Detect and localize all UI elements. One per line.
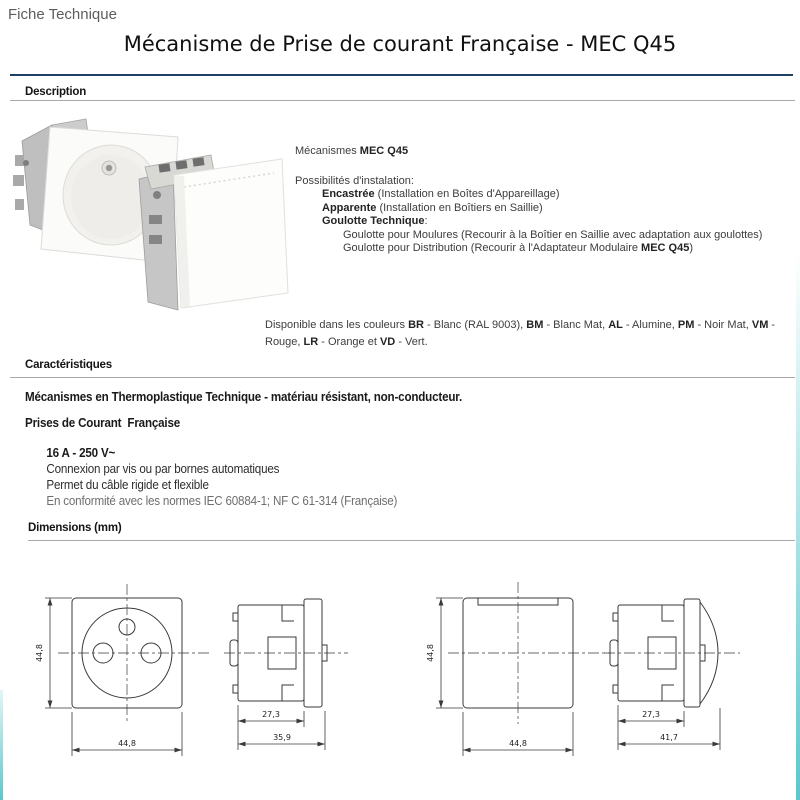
total-depth-label: 41,7 xyxy=(660,733,678,742)
screw-detail xyxy=(153,191,161,199)
color-code-vd: VD xyxy=(379,335,396,348)
drawing-module-front xyxy=(420,560,625,788)
spec-cable: Permet du câble rigide et flexible xyxy=(46,478,209,492)
material-line: Mécanismes en Thermoplastique Technique - matériau résistant, non-conducteur. xyxy=(25,390,463,404)
body-depth-label: 27,3 xyxy=(262,710,280,719)
width-dim-label: 44,8 xyxy=(118,739,136,748)
goulotte-distribution: Goulotte pour Distribution (Recourir à l'Adaptateur Modulaire MEC Q45) xyxy=(343,242,693,254)
spec-rating: 16 A - 250 V~ xyxy=(46,446,116,460)
title-divider xyxy=(10,74,793,76)
body-depth-label: 27,3 xyxy=(642,710,660,719)
color-code-lr: LR xyxy=(303,335,319,348)
caracteristiques-divider xyxy=(10,377,795,378)
spec-standards: En conformité avec les normes IEC 60884-1; NF C 61-314 (Française) xyxy=(46,494,398,508)
drawing-socket-side xyxy=(220,560,395,788)
product-photo-module xyxy=(139,155,288,310)
screw-detail xyxy=(23,160,29,166)
color-code-br: BR xyxy=(408,319,424,331)
possibilities-label: Possibilités d'instalation: xyxy=(295,174,414,187)
color-code-vm: VM xyxy=(751,319,769,331)
spec-list xyxy=(46,445,731,509)
height-dim-label: 44,8 xyxy=(35,644,44,662)
dimensions-divider xyxy=(28,540,795,541)
description-heading: Description xyxy=(25,86,87,98)
drawing-module-side xyxy=(600,560,795,788)
product-photos xyxy=(8,103,293,323)
teal-edge-left xyxy=(0,690,3,800)
caracteristiques-body xyxy=(25,389,732,509)
description-divider xyxy=(10,100,795,101)
mechanisms-code: MEC Q45 xyxy=(359,145,409,157)
width-dim-label: 44,8 xyxy=(509,739,527,748)
goulotte-moulures: Goulotte pour Moulures (Recourir à la Boîtier en Saillie avec adaptation aux goulottes) xyxy=(343,228,763,241)
mechanisms-line xyxy=(295,145,800,159)
teal-edge-right xyxy=(796,250,800,800)
product-subheading: Prises de Courant Française xyxy=(25,416,181,430)
spec-connection: Connexion par vis ou par bornes automatiques xyxy=(46,462,280,476)
color-code-pm: PM xyxy=(677,319,695,331)
height-dim-label: 44,8 xyxy=(426,644,435,662)
color-code-bm: BM xyxy=(526,319,544,331)
description-text xyxy=(295,145,800,256)
available-colors-paragraph: Disponible dans les couleurs BR - Blanc (RAL 9003), BM - Blanc Mat, AL - Alumine, PM - Noir Mat, VM - Rouge, LR - Orange et VD - Vert. xyxy=(265,319,776,348)
drawing-socket-front xyxy=(32,560,222,788)
page-title: Mécanisme de Prise de courant Française - MEC Q45 xyxy=(123,32,677,56)
dimensions-heading: Dimensions (mm) xyxy=(28,522,122,534)
color-code-al: AL xyxy=(608,319,623,331)
option-apparente: Apparente (Installation en Boîtiers en Saillie) xyxy=(322,201,543,214)
option-goulotte: Goulotte Technique: xyxy=(322,215,428,227)
total-depth-label: 35,9 xyxy=(273,733,291,742)
doc-type-label: Fiche Technique xyxy=(8,6,117,23)
caracteristiques-heading: Caractéristiques xyxy=(25,359,112,371)
mechanisms-prefix: Mécanismes xyxy=(295,145,360,157)
option-encastree: Encastrée (Installation en Boîtes d'Appareillage) xyxy=(322,188,560,200)
